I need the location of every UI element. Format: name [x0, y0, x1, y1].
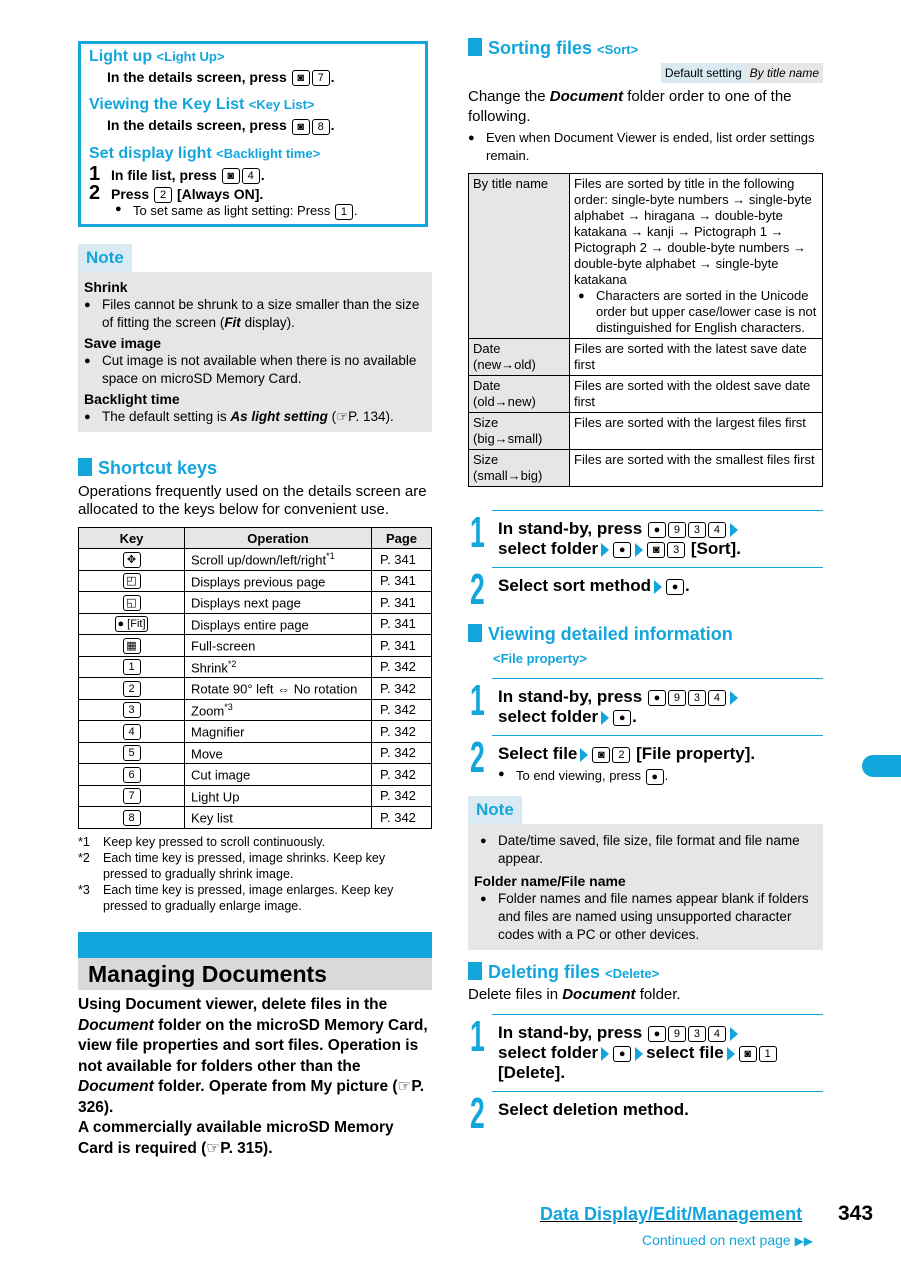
note-tab: Note — [78, 244, 132, 272]
operation-cell: Zoom$^{*3}$ — [185, 699, 372, 721]
info-box — [78, 41, 428, 227]
footnote: *1 Keep key pressed to scroll continuously. — [78, 834, 326, 849]
table-row — [79, 742, 432, 764]
managing-title: Managing Documents — [88, 961, 327, 987]
key-cell: ✥ — [79, 549, 185, 571]
footnote: *3 Each time key is pressed, image enlarges. Keep key pressed to gradually enlarge image. — [78, 882, 394, 913]
managing-title-bg — [78, 958, 432, 990]
managing-text: Using Document viewer, delete files in the Document folder on the microSD Memory Card, view file properties and sort files. Operation is not available for folders other than the Document folder. Operate from My picture (☞P. 326). A commercially available microSD Memory Card is required (☞P. 315). — [78, 996, 428, 1157]
sort-name-cell: Size (small→big) — [469, 450, 570, 487]
footnote: *2 Each time key is pressed, image shrinks. Keep key pressed to gradually shrink image. — [78, 850, 386, 881]
shortcut-table — [78, 527, 432, 829]
sort-name-cell: By title name — [469, 174, 570, 339]
page-cell: P. 342 — [372, 656, 432, 678]
key-cell: 1 — [79, 656, 185, 678]
backlight-text: ● The default setting is As light setting (☞P. 134). — [84, 408, 426, 426]
sort-desc-cell: Files are sorted with the largest files first — [570, 413, 823, 450]
page-cell: P. 341 — [372, 613, 432, 635]
detail-steps — [470, 678, 823, 785]
backlight-step2: 2 Press 2 [Always ON]. — [89, 181, 264, 204]
table-row — [79, 764, 432, 786]
deleting-title: Deleting files <Delete> — [468, 962, 823, 983]
backlight-step2-note: ● To set same as light setting: Press 1 . — [115, 203, 417, 220]
detail-section — [468, 624, 823, 666]
sort-desc-cell: Files are sorted with the oldest save date first — [570, 376, 823, 413]
keylist-instruction: In the details screen, press ◙ 8 . — [107, 117, 335, 134]
deleting-step1: 1 In stand-by, press ● 9 3 4 select folder ● select file ◙ 1 [Delete]. — [470, 1015, 823, 1083]
table-row — [79, 678, 432, 700]
col-key: Key — [79, 528, 185, 549]
page-cell: P. 342 — [372, 742, 432, 764]
sort-desc-cell: Files are sorted by title in the following order: single-byte numbers → single-byte alphabet → hiragana → double-byte katakana → kanji → Pictograph 1 → Pictograph 2 → double-byte numbers → double-byte alphabet → single-byte katakana ● Characters are sorted in the Unicode order but upper case/lower case is not distinguished for English characters. — [570, 174, 823, 339]
backlight-step1: 1 In file list, press ◙ 4 . — [89, 162, 265, 185]
page-cell: P. 341 — [372, 635, 432, 657]
table-row — [79, 635, 432, 657]
sorting-intro: Change the Document folder order to one of the following. — [468, 88, 792, 125]
shortcut-intro: Operations frequently used on the details screen are allocated to the keys below for convenient use. — [78, 483, 427, 518]
page-cell: P. 342 — [372, 678, 432, 700]
operation-cell: Cut image — [185, 764, 372, 786]
table-row — [469, 413, 823, 450]
key-cell: 7 — [79, 785, 185, 807]
backlight-heading: Set display light <Backlight time> — [89, 144, 321, 162]
deleting-intro: Delete files in Document folder. — [468, 986, 681, 1003]
table-row — [79, 721, 432, 743]
operation-cell: Shrink$^{*2}$ — [185, 656, 372, 678]
table-row — [469, 376, 823, 413]
shrink-head: Shrink — [84, 279, 128, 295]
table-row — [79, 699, 432, 721]
col-page: Page — [372, 528, 432, 549]
table-row — [79, 613, 432, 635]
operation-cell: Full-screen — [185, 635, 372, 657]
col-operation: Operation — [185, 528, 372, 549]
page-number: 343 — [838, 1202, 874, 1225]
operation-cell: Move — [185, 742, 372, 764]
note-right-text1: ● Date/time saved, file size, file format and file name appear. — [480, 832, 817, 868]
page-cell: P. 342 — [372, 785, 432, 807]
detail-step1: 1 In stand-by, press ● 9 3 4 select folder ● . — [470, 679, 823, 727]
page-cell: P. 342 — [372, 807, 432, 829]
key-cell: ▦ — [79, 635, 185, 657]
note-body — [78, 272, 432, 432]
operation-cell: Displays next page — [185, 592, 372, 614]
sort-desc-cell: Files are sorted with the smallest files first — [570, 450, 823, 487]
table-row — [79, 656, 432, 678]
sort-step2: 2 Select sort method ● . — [470, 565, 690, 614]
footer-section: Data Display/Edit/Management — [540, 1204, 803, 1224]
operation-cell: Key list — [185, 807, 372, 829]
key-cell: 2 — [79, 678, 185, 700]
table-row — [79, 592, 432, 614]
sorting-title: Sorting files <Sort> — [468, 38, 823, 59]
note-right-text2: ● Folder names and file names appear blank if folders and files are named using unsupported character codes with a PC or other devices. — [480, 890, 817, 944]
sort-step1: 1 In stand-by, press ● 9 3 4 select folder ● ◙ 3 [Sort]. — [470, 508, 741, 558]
page-cell: P. 342 — [372, 721, 432, 743]
table-row — [469, 174, 823, 339]
note-left — [78, 244, 432, 432]
keylist-heading: Viewing the Key List <Key List> — [89, 96, 315, 114]
table-row — [469, 339, 823, 376]
table-row — [79, 570, 432, 592]
sort-desc-cell: Files are sorted with the latest save date first — [570, 339, 823, 376]
shortcut-section — [78, 458, 432, 914]
detail-title: Viewing detailed information — [468, 624, 823, 645]
key-cell: ◰ — [79, 570, 185, 592]
operation-cell: Displays entire page — [185, 613, 372, 635]
table-row — [79, 549, 432, 571]
operation-cell: Magnifier — [185, 721, 372, 743]
sort-steps — [470, 510, 823, 612]
light-up-instruction: In the details screen, press ◙ 7 . — [107, 69, 335, 85]
key-cell: 8 — [79, 807, 185, 829]
table-row — [469, 450, 823, 487]
managing-bar — [78, 932, 432, 958]
light-up-heading: Light up <Light Up> — [89, 48, 225, 65]
deleting-steps — [470, 1014, 823, 1136]
page-cell: P. 341 — [372, 549, 432, 571]
key-cell: 4 — [79, 721, 185, 743]
footnotes — [78, 834, 432, 914]
detail-step2: 2 Select file ◙ 2 [File property]. ● To end viewing, press ● . — [470, 736, 823, 785]
page-cell: P. 342 — [372, 699, 432, 721]
page-cell: P. 342 — [372, 764, 432, 786]
default-setting: Default setting By title name — [468, 63, 823, 83]
page-cell: P. 341 — [372, 592, 432, 614]
table-row — [79, 807, 432, 829]
operation-cell: Rotate 90° left ⇔ No rotation — [185, 678, 372, 700]
note-right — [468, 796, 823, 950]
save-text: ● Cut image is not available when there is no available space on microSD Memory Card. — [84, 352, 426, 388]
detail-tag: <File property> — [493, 651, 587, 666]
key-cell: ● [Fit] — [79, 613, 185, 635]
page-cell: P. 341 — [372, 570, 432, 592]
backlight-head: Backlight time — [84, 391, 180, 407]
shrink-text: ● Files cannot be shrunk to a size smaller than the size of fitting the screen (Fit display). — [84, 296, 426, 332]
save-head: Save image — [84, 335, 162, 351]
sort-name-cell: Date (old→new) — [469, 376, 570, 413]
sorting-bullet: ● Even when Document Viewer is ended, list order settings remain. — [468, 129, 823, 165]
key-cell: ◱ — [79, 592, 185, 614]
continued-note: Continued on next page ▶▶ — [642, 1232, 814, 1248]
sorting-section — [468, 38, 823, 487]
key-cell: 5 — [79, 742, 185, 764]
detail-bullet: ● To end viewing, press ● . — [498, 768, 755, 785]
operation-cell: Scroll up/down/left/right$^{*1}$ — [185, 549, 372, 571]
sort-name-cell: Date (new→old) — [469, 339, 570, 376]
key-cell: 3 — [79, 699, 185, 721]
sort-name-cell: Size (big→small) — [469, 413, 570, 450]
key-cell: 6 — [79, 764, 185, 786]
sort-table — [468, 173, 823, 487]
shortcut-title: Shortcut keys — [78, 458, 432, 479]
deleting-step2: 2 Select deletion method. — [470, 1089, 689, 1138]
note-right-tab: Note — [468, 796, 522, 824]
table-row — [79, 785, 432, 807]
operation-cell: Displays previous page — [185, 570, 372, 592]
deleting-section — [468, 962, 823, 1003]
chapter-tab — [862, 755, 901, 777]
note-right-head: Folder name/File name — [474, 873, 626, 889]
note-right-body — [468, 824, 823, 950]
operation-cell: Light Up — [185, 785, 372, 807]
